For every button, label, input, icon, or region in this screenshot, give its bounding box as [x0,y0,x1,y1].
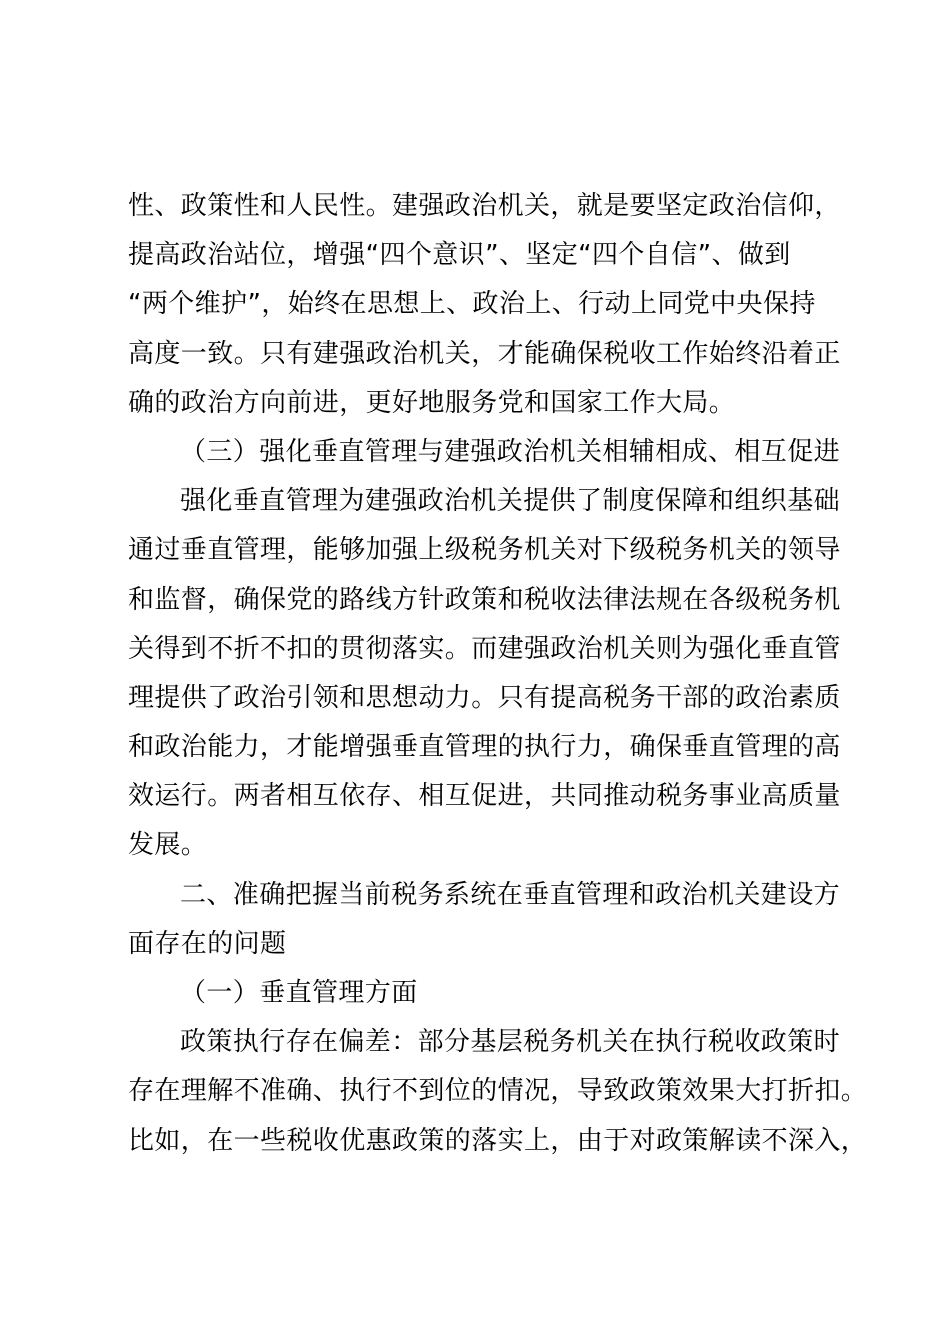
text-line: 关得到不折不扣的贯彻落实。而建强政治机关则为强化垂直管 [128,633,841,664]
text-line: 和监督，确保党的路线方针政策和税收法律法规在各级税务机 [128,584,841,615]
text-line: 比如，在一些税收优惠政策的落实上，由于对政策解读不深入， [128,1125,868,1156]
text-line: 高度一致。只有建强政治机关，才能确保税收工作始终沿着正 [128,338,841,369]
text-line: 发展。 [128,830,208,861]
text-line: 确的政治方向前进，更好地服务党和国家工作大局。 [128,387,736,418]
paragraph-start: 强化垂直管理为建强政治机关提供了制度保障和组织基础 [180,486,841,517]
text-line: 提高政治站位，增强“四个意识”、坚定“四个自信”、做到 [128,240,791,271]
text-line: “两个维护”，始终在思想上、政治上、行动上同党中央保持 [128,289,816,320]
text-line: 理提供了政治引领和思想动力。只有提高税务干部的政治素质 [128,682,841,713]
paragraph-start: 政策执行存在偏差：部分基层税务机关在执行税收政策时 [180,1027,841,1058]
text-line: 性、政策性和人民性。建强政治机关，就是要坚定政治信仰， [128,191,841,221]
text-line: 和政治能力，才能增强垂直管理的执行力，确保垂直管理的高 [128,732,841,763]
chapter-heading: 二、准确把握当前税务系统在垂直管理和政治机关建设方 [180,879,841,910]
text-line: 存在理解不准确、执行不到位的情况，导致政策效果大打折扣。 [128,1076,868,1107]
text-line: 效运行。两者相互依存、相互促进，共同推动税务事业高质量 [128,781,841,812]
document-body [128,182,868,1166]
text-line: 通过垂直管理，能够加强上级税务机关对下级税务机关的领导 [128,535,841,566]
section-heading: （三）强化垂直管理与建强政治机关相辅相成、相互促进 [180,436,841,467]
chapter-heading-continued: 面存在的问题 [128,928,287,959]
section-heading: （一）垂直管理方面 [180,978,418,1008]
